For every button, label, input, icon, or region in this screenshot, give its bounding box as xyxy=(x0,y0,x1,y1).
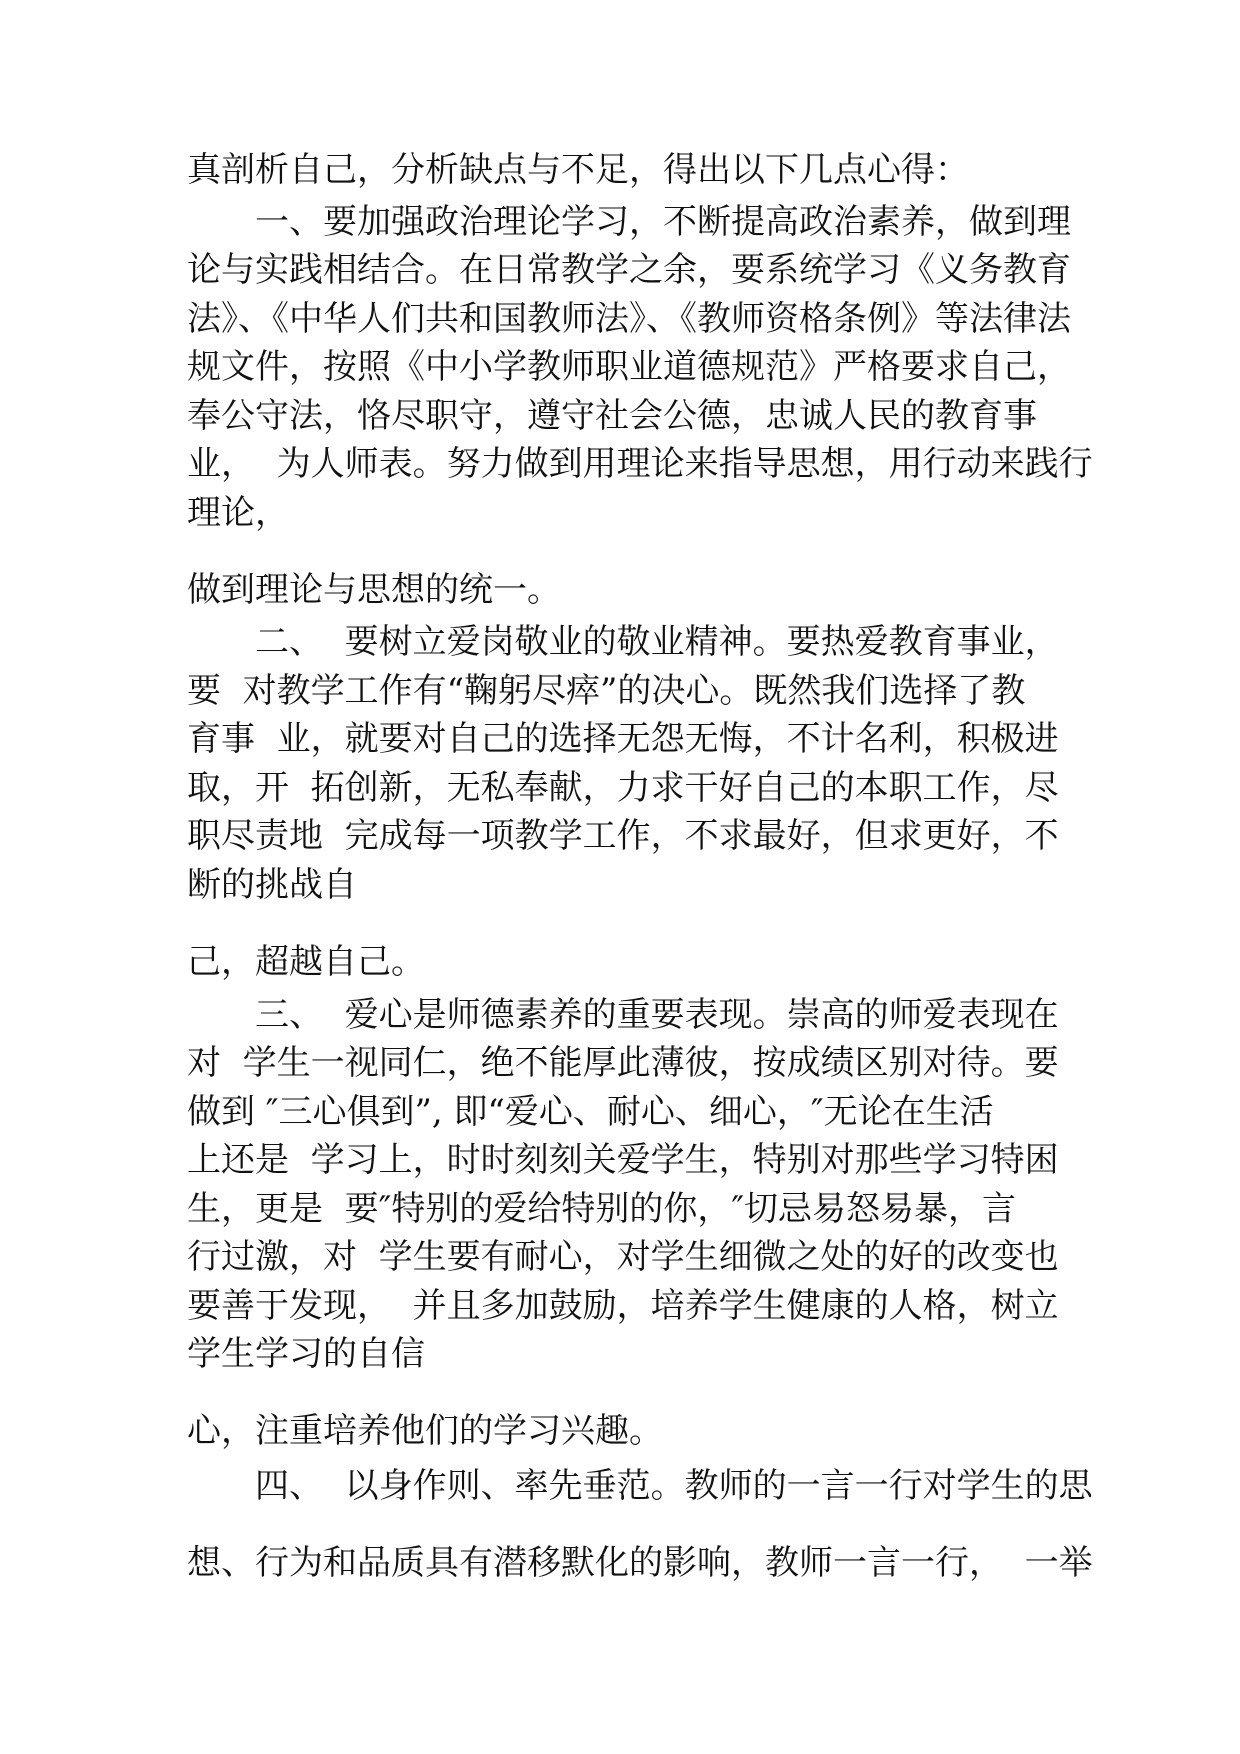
text-line: 业， 为人师表。努力做到用理论来指导思想，用行动来践行 xyxy=(187,444,1093,484)
text-line: 取，开 拓创新，无私奉献，力求干好自己的本职工作，尽 xyxy=(187,768,1059,808)
text-line: 行过激，对 学生要有耐心，对学生细微之处的好的改变也 xyxy=(187,1237,1059,1277)
text-line: 理论， xyxy=(187,493,289,533)
text-line: 要 对教学工作有“鞠躬尽瘁”的决心。既然我们选择了教 xyxy=(187,671,1026,711)
text-line: 生，更是 要″特别的爱给特别的你，″切忌易怒易暴，言 xyxy=(187,1189,1017,1229)
paragraph-4-heading-line: 四、 以身作则、率先垂范。教师的一言一行对学生的思 xyxy=(255,1466,1093,1506)
text-line: 想、行为和品质具有潜移默化的影响，教师一言一行， 一举 xyxy=(187,1543,1093,1583)
text-line: 规文件，按照《中小学教师职业道德规范》严格要求自己， xyxy=(187,347,1071,387)
paragraph-3-heading-line: 三、 爱心是师德素养的重要表现。崇高的师爱表现在 xyxy=(255,995,1059,1035)
text-line: 己，超越自己。 xyxy=(187,942,425,982)
paragraph-2-heading-line: 二、 要树立爱岗敬业的敬业精神。要热爱教育事业， xyxy=(255,622,1059,662)
text-line: 断的挑战自 xyxy=(187,865,357,905)
text-line: 奉公守法，恪尽职守，遵守社会公德，忠诚人民的教育事 xyxy=(187,396,1037,436)
paragraph-1-heading-line: 一、要加强政治理论学习，不断提高政治素养，做到理 xyxy=(255,202,1071,242)
text-line: 做到理论与思想的统一。 xyxy=(187,570,561,610)
text-line: 学生学习的自信 xyxy=(187,1334,425,1374)
text-line: 法》、《中华人们共和国教师法》、《教师资格条例》等法律法 xyxy=(187,299,1071,339)
text-line: 职尽责地 完成每一项教学工作，不求最好，但求更好，不 xyxy=(187,816,1059,856)
text-line: 论与实践相结合。在日常教学之余，要系统学习《义务教育 xyxy=(187,250,1071,290)
text-line: 上还是 学习上，时时刻刻关爱学生，特别对那些学习特困 xyxy=(187,1140,1059,1180)
text-line: 对 学生一视同仁，绝不能厚此薄彼，按成绩区别对待。要 xyxy=(187,1043,1059,1083)
text-line: 育事 业，就要对自己的选择无怨无悔，不计名利，积极进 xyxy=(187,719,1059,759)
text-line: 要善于发现， 并且多加鼓励，培养学生健康的人格，树立 xyxy=(187,1286,1059,1326)
text-line: 心，注重培养他们的学习兴趣。 xyxy=(187,1411,663,1451)
text-line: 真剖析自己，分析缺点与不足，得出以下几点心得： xyxy=(187,150,969,190)
text-line: 做到 ″三心俱到”, 即“爱心、耐心、细心，″无论在生活 xyxy=(187,1092,994,1132)
